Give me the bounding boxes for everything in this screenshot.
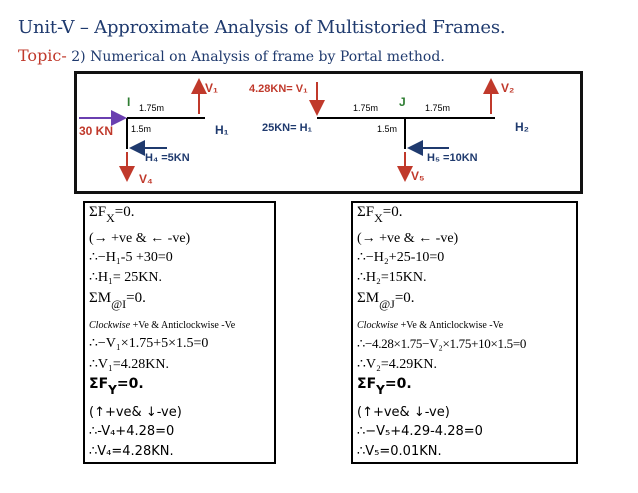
left-result-h1: ∴H₁= 25KN.	[89, 270, 163, 285]
topic-text: 2) Numerical on Analysis of frame by Portal method.	[66, 49, 445, 65]
right-calculation-box	[351, 201, 578, 464]
v1-label-left: V₁	[205, 81, 218, 95]
right-sum-fx-tail: =0.	[382, 204, 403, 220]
left-sum-fx-main: ΣF	[89, 204, 107, 220]
right-eq-v2: ∴−4.28×1.75−V₂×1.75+10×1.5=0	[357, 336, 527, 351]
left-sum-fy-tail: =0.	[116, 376, 144, 392]
right-sum-moment-main: ΣM	[357, 290, 380, 306]
right-sum-fy-sub: Y	[376, 383, 385, 397]
topic-label: Topic-	[18, 46, 67, 65]
left-sum-moment-tail: =0.	[126, 290, 146, 306]
right-sign-convention-x: (→ +ve & ← -ve)	[357, 231, 459, 246]
right-sum-fy	[357, 376, 412, 397]
frame-diagram	[74, 71, 583, 194]
right-eq-v5: ∴−V₅+4.29-4.28=0	[357, 424, 483, 439]
right-moment-convention	[357, 321, 503, 331]
right-sum-moment-tail: =0.	[394, 290, 415, 306]
h4-label: H₄ =5KN	[145, 152, 190, 164]
page-title: Unit-V – Approximate Analysis of Multistoried Frames.	[18, 17, 506, 38]
v1-value-label: 4.28KN= V₁	[249, 83, 308, 95]
left-sum-fy-sub: Y	[108, 383, 117, 397]
left-span-label: 1.75m	[139, 103, 165, 113]
right-moment-convention-italic: Clockwise	[357, 320, 399, 331]
right-result-v5: ∴V₅=0.01KN.	[357, 444, 442, 459]
left-calculation-box	[83, 201, 276, 464]
v2-label: V₂	[501, 81, 515, 95]
right-result-v2: ∴V₂=4.29KN.	[357, 357, 438, 372]
right-sum-fx-main: ΣF	[357, 204, 375, 220]
left-moment-convention	[89, 321, 235, 331]
left-eq-v1: ∴−V₁×1.75+5×1.5=0	[89, 336, 209, 351]
left-sum-fx-sub: X	[106, 211, 115, 225]
left-result-v1: ∴V₁=4.28KN.	[89, 357, 170, 372]
left-eq-v4: ∴-V₄+4.28=0	[89, 424, 175, 439]
right-result-h2: ∴H₂=15KN.	[357, 270, 427, 285]
h5-label: H₅ =10KN	[427, 152, 478, 164]
v4-label: V₄	[139, 172, 153, 186]
left-eq-h1: ∴−H₁-5 +30=0	[89, 250, 173, 265]
load-30kn-label: 30 KN	[79, 124, 114, 138]
left-moment-convention-rest: +Ve & Anticlockwise -Ve	[130, 320, 236, 331]
right-eq-h2: ∴−H₂+25-10=0	[357, 250, 445, 265]
right-sum-fx	[357, 204, 403, 225]
left-moment-convention-italic: Clockwise	[89, 320, 131, 331]
joint-j-label: J	[399, 95, 406, 109]
h1-value-label: 25KN= H₁	[262, 122, 313, 134]
v5-label: V₅	[411, 169, 425, 183]
topic-line	[18, 46, 445, 65]
left-result-v4: ∴V₄=4.28KN.	[89, 444, 174, 459]
right-sum-fy-main: ΣF	[357, 376, 377, 392]
h2-label: H₂	[515, 120, 529, 134]
left-sum-moment-main: ΣM	[89, 290, 112, 306]
left-column-height-label: 1.5m	[131, 124, 152, 134]
right-span-left-label: 1.75m	[353, 103, 379, 113]
left-sign-convention-x: (→ +ve & ← -ve)	[89, 231, 191, 246]
left-sum-moment-sub: @I	[111, 297, 127, 311]
joint-i-label: I	[127, 95, 131, 109]
right-sum-moment	[357, 290, 415, 311]
right-sum-fx-sub: X	[374, 211, 383, 225]
right-sum-moment-sub: @J	[379, 297, 395, 311]
right-column-height-label: 1.5m	[377, 124, 398, 134]
left-sum-fy	[89, 376, 144, 397]
left-sign-convention-y: (↑+ve& ↓-ve)	[89, 405, 182, 420]
left-sum-fx	[89, 204, 135, 225]
right-sum-fy-tail: =0.	[384, 376, 412, 392]
left-sum-fy-main: ΣF	[89, 376, 109, 392]
right-sign-convention-y: (↑+ve& ↓-ve)	[357, 405, 450, 420]
right-span-right-label: 1.75m	[425, 103, 451, 113]
right-moment-convention-rest: +Ve & Anticlockwise -Ve	[398, 320, 504, 331]
left-sum-fx-tail: =0.	[114, 204, 135, 220]
left-sum-moment	[89, 290, 146, 311]
h1-label-left: H₁	[215, 123, 229, 137]
